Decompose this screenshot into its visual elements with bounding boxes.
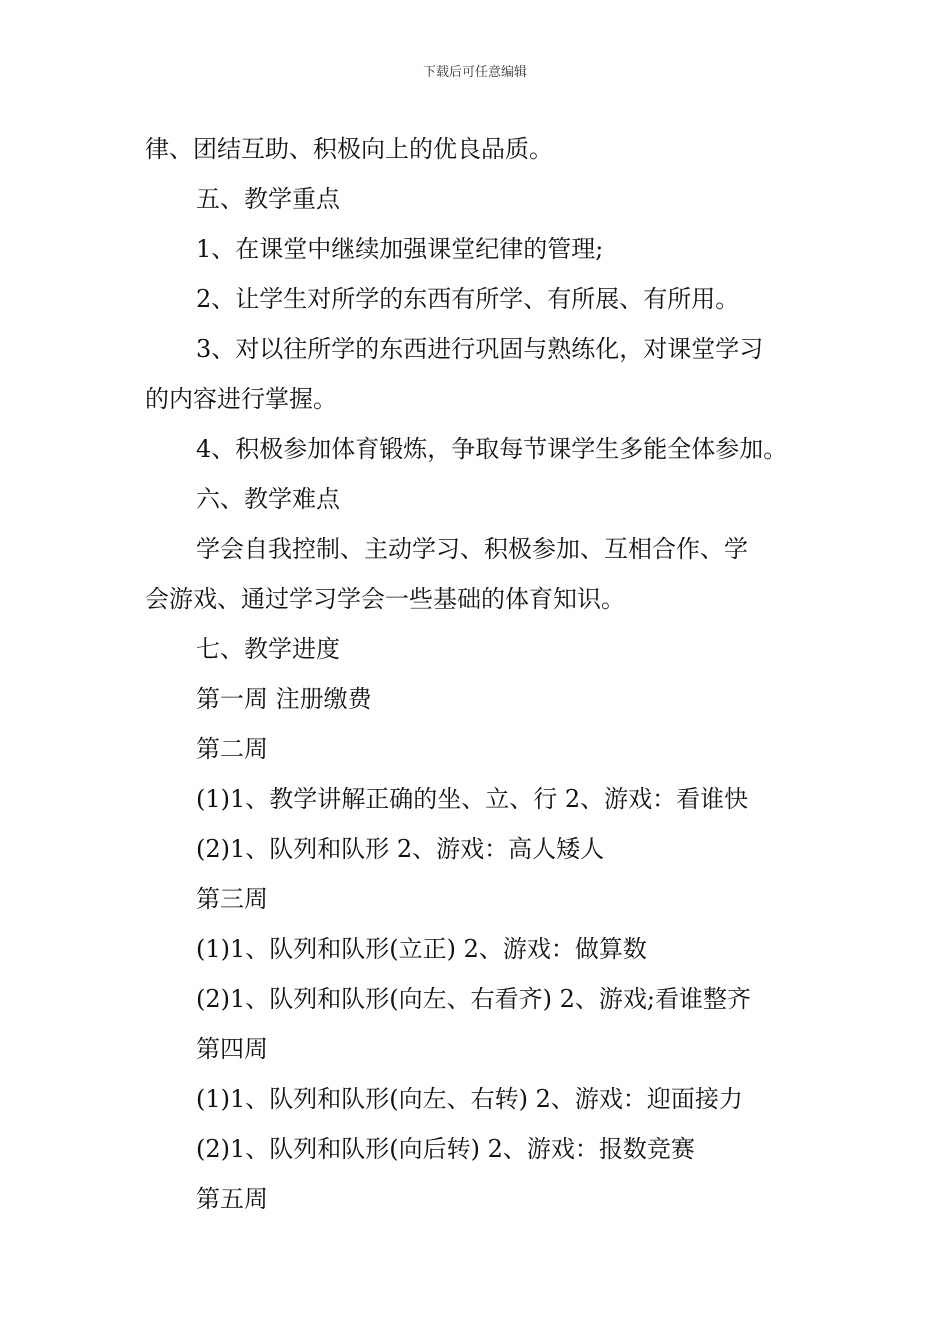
- week-heading: 第四周: [196, 1035, 268, 1063]
- schedule-item: (1)1、队列和队形(向左、右转) 2、游戏：迎面接力: [196, 1085, 743, 1113]
- section-heading: 五、教学重点: [196, 185, 340, 213]
- schedule-item: (1)1、教学讲解正确的坐、立、行 2、游戏：看谁快: [196, 785, 749, 813]
- week-heading: 第三周: [196, 885, 268, 913]
- paragraph-line: 3、对以往所学的东西进行巩固与熟练化，对课堂学习: [196, 335, 764, 363]
- paragraph-line: 会游戏、通过学习学会一些基础的体育知识。: [145, 585, 625, 613]
- paragraph-line: 律、团结互助、积极向上的优良品质。: [145, 135, 553, 163]
- week-heading: 第二周: [196, 735, 268, 763]
- document-body: [145, 124, 815, 1224]
- schedule-item: (2)1、队列和队形(向左、右看齐) 2、游戏;看谁整齐: [196, 985, 751, 1013]
- paragraph-line: 的内容进行掌握。: [145, 385, 337, 413]
- week-heading: 第一周 注册缴费: [196, 685, 372, 713]
- section-heading: 六、教学难点: [196, 485, 340, 513]
- schedule-item: (1)1、队列和队形(立正) 2、游戏：做算数: [196, 935, 647, 963]
- section-heading: 七、教学进度: [196, 635, 340, 663]
- page-header: 下载后可任意编辑: [422, 65, 527, 80]
- schedule-item: (2)1、队列和队形 2、游戏：高人矮人: [196, 835, 605, 863]
- schedule-item: (2)1、队列和队形(向后转) 2、游戏：报数竞赛: [196, 1135, 695, 1163]
- week-heading: 第五周: [196, 1185, 268, 1213]
- paragraph-line: 学会自我控制、主动学习、积极参加、互相合作、学: [196, 535, 748, 563]
- paragraph-line: 4、积极参加体育锻炼，争取每节课学生多能全体参加。: [196, 435, 788, 463]
- paragraph-line: 2、让学生对所学的东西有所学、有所展、有所用。: [196, 285, 740, 313]
- paragraph-line: 1、在课堂中继续加强课堂纪律的管理;: [196, 235, 604, 263]
